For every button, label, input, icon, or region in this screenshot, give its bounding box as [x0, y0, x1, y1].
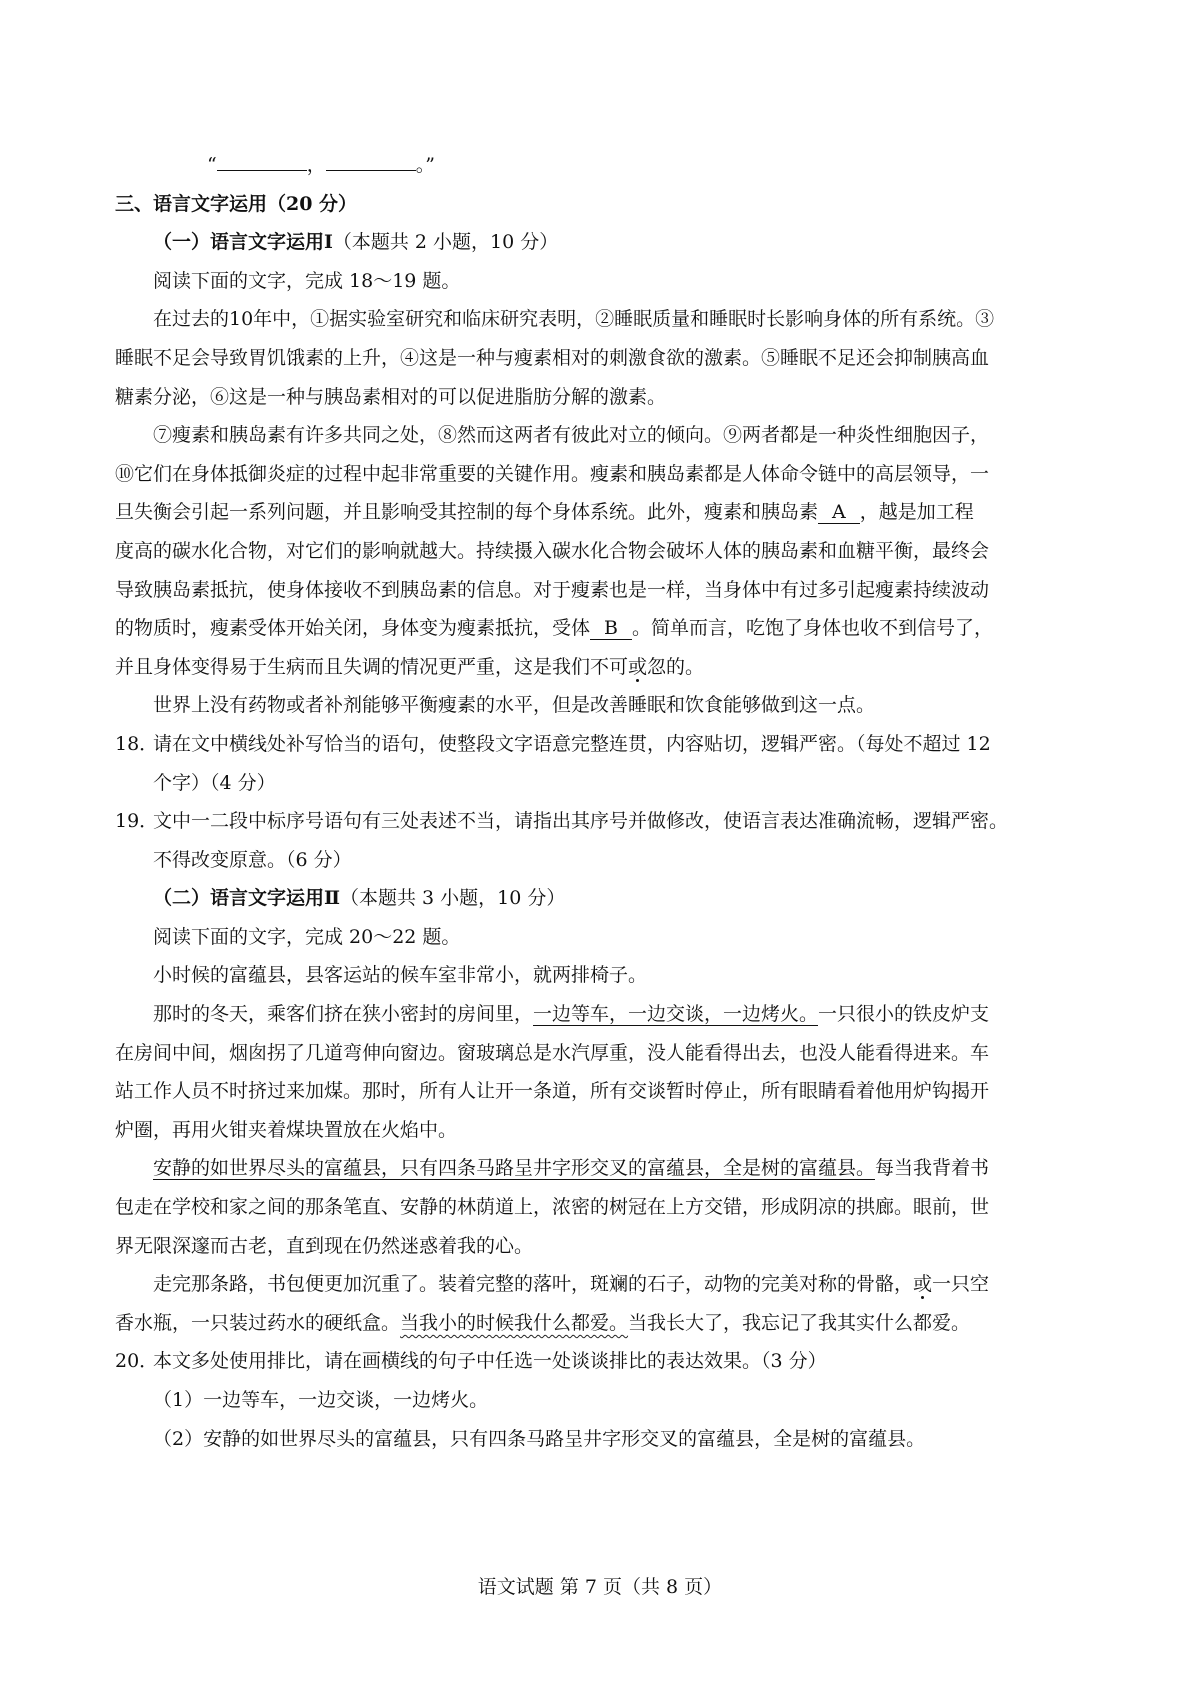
text-span: ，越是加工程 — [859, 501, 974, 524]
passage2-p3-line1 — [115, 1149, 1095, 1188]
passage1-p1-line2: 睡眠不足会导致胃饥饿素的上升，④这是一种与瘦素相对的刺激食欲的激素。⑤睡眠不足还会抑制胰高血 — [115, 346, 990, 369]
answer-blank-2 — [326, 148, 416, 171]
passage1-p2-line4: 度高的碳水化合物，对它们的影响就越大。持续摄入碳水化合物会破坏人体的胰岛素和血糖平衡，最终会 — [115, 539, 990, 562]
section-title: 三、语言文字运用（20 分） — [115, 192, 358, 215]
text-span: 那时的冬天，乘客们挤在狭小密封的房间里， — [153, 1003, 534, 1026]
passage2-p1: 小时候的富蕴县，县客运站的候车室非常小，就两排椅子。 — [153, 964, 648, 987]
part1-instruction: 阅读下面的文字，完成 18～19 题。 — [153, 269, 461, 292]
passage2-p2-line4: 炉圈，再用火钳夹着煤块置放在火焰中。 — [115, 1118, 458, 1141]
text-span: 并且身体变得易于生病而且失调的情况更严重，这是我们不可 — [115, 655, 629, 678]
page-content — [115, 146, 1095, 1458]
underlined-parallelism-2: 安静的如世界尽头的富蕴县，只有四条马路呈井字形交叉的富蕴县，全是树的富蕴县。 — [153, 1157, 876, 1180]
passage1-paragraph3: 世界上没有药物或者补剂能够平衡瘦素的水平，但是改善睡眠和饮食能够做到这一点。 — [153, 694, 876, 717]
passage2-p2-line1 — [115, 995, 1095, 1034]
question-number: 18． — [115, 732, 159, 755]
passage1-p2-line7 — [115, 648, 1095, 687]
page-footer: 语文试题 第 7 页（共 8 页） — [477, 1576, 723, 1598]
close-quote: 。” — [415, 154, 435, 176]
answer-blank-1 — [217, 148, 307, 171]
part2-heading-bold: （二）语言文字运用Ⅱ — [153, 887, 341, 910]
text-span: 每当我背着书 — [875, 1157, 990, 1180]
question-20-option-1: （1）一边等车，一边交谈，一边烤火。 — [153, 1389, 489, 1411]
part1-heading-bold: （一）语言文字运用Ⅰ — [153, 231, 333, 254]
open-quote: “ — [207, 154, 217, 176]
passage1-p2-line2: ⑩它们在身体抵御炎症的过程中起非常重要的关键作用。瘦素和胰岛素都是人体命令链中的高层领导，一 — [115, 462, 990, 485]
part1-heading — [115, 223, 1095, 262]
passage1-p2-line5: 导致胰岛素抵抗，使身体接收不到胰岛素的信息。对于瘦素也是一样，当身体中有过多引起瘦素持续波动 — [115, 578, 990, 601]
text-span: 的物质时，瘦素受体开始关闭，身体变为瘦素抵抗，受体 — [115, 617, 591, 640]
part2-heading — [115, 879, 1095, 918]
passage1-p2-line6 — [115, 609, 1095, 648]
passage1-p1-line3: 糖素分泌，⑥这是一种与胰岛素相对的可以促进脂肪分解的激素。 — [115, 385, 667, 408]
passage2-p3-line3: 界无限深邃而古老，直到现在仍然迷惑着我的心。 — [115, 1234, 534, 1257]
passage1-p2-line3 — [115, 493, 1095, 532]
question-number: 19． — [115, 810, 159, 833]
passage2-p2-line3: 站工作人员不时挤过来加煤。那时，所有人让开一条道，所有交谈暂时停止，所有眼睛看着他用炉钩揭开 — [115, 1080, 990, 1103]
text-span: 走完那条路，书包便更加沉重了。装着完整的落叶，斑斓的石子，动物的完美对称的骨骼， — [153, 1273, 914, 1296]
passage1-p1-line1: 在过去的10年中，①据实验室研究和临床研究表明，②睡眠质量和睡眠时长影响身体的所有系统。③ — [153, 308, 995, 331]
question-18 — [115, 725, 1095, 764]
passage2-p2-line2: 在房间中间，烟囱拐了几道弯伸向窗边。窗玻璃总是水汽厚重，没人能看得出去，也没人能看得进来。车 — [115, 1041, 990, 1064]
wavy-underlined-sentence: 当我小的时候我什么都爱。 — [400, 1311, 629, 1334]
passage2-p4-line2 — [115, 1304, 1095, 1343]
answer-blank-line — [115, 146, 1095, 185]
blank-a: A — [818, 501, 860, 524]
question-text: 请在文中横线处补写恰当的语句，使整段文字语意完整连贯，内容贴切，逻辑严密。（每处不超过 12 — [153, 732, 991, 755]
passage2-p3-line2: 包走在学校和家之间的那条笔直、安静的林荫道上，浓密的树冠在上方交错，形成阴凉的拱廊。眼前，世 — [115, 1196, 990, 1219]
comma: ， — [306, 154, 326, 176]
question-20 — [115, 1342, 1095, 1381]
question-text: 本文多处使用排比，请在画横线的句子中任选一处谈谈排比的表达效果。（3 分） — [153, 1350, 827, 1373]
emphasis-dot-char: 或 — [913, 1273, 933, 1296]
text-span: 当我长大了，我忘记了我其实什么都爱。 — [628, 1311, 971, 1334]
question-19-cont: 不得改变原意。（6 分） — [153, 848, 352, 871]
question-text: 文中一二段中标序号语句有三处表述不当，请指出其序号并做修改，使语言表达准确流畅，逻辑严密。 — [153, 810, 1009, 833]
question-19 — [115, 802, 1095, 841]
underlined-parallelism-1: 一边等车，一边交谈，一边烤火。 — [533, 1003, 819, 1026]
text-span: 忽的。 — [647, 655, 705, 678]
question-20-option-2: （2）安静的如世界尽头的富蕴县，只有四条马路呈井字形交叉的富蕴县，全是树的富蕴县。 — [153, 1427, 926, 1450]
part2-heading-rest: （本题共 3 小题，10 分） — [340, 887, 566, 910]
part2-instruction: 阅读下面的文字，完成 20～22 题。 — [153, 925, 461, 948]
passage2 — [115, 956, 1095, 1342]
text-span: 一只空 — [932, 1273, 990, 1296]
text-span: 一只很小的铁皮炉支 — [818, 1003, 990, 1026]
emphasis-dot-char: 或 — [628, 655, 648, 678]
question-18-cont: 个字）（4 分） — [153, 771, 276, 794]
part1-heading-rest: （本题共 2 小题，10 分） — [332, 231, 559, 254]
passage2-p4-line1 — [115, 1265, 1095, 1304]
passage1-paragraph1 — [115, 300, 1095, 416]
passage1-paragraph2 — [115, 416, 1095, 686]
text-span: 香水瓶，一只装过药水的硬纸盒。 — [115, 1311, 401, 1334]
question-number: 20． — [115, 1350, 159, 1373]
blank-b: B — [590, 617, 632, 640]
text-span: 。简单而言，吃饱了身体也收不到信号了， — [631, 617, 993, 640]
passage1-p2-line1: ⑦瘦素和胰岛素有许多共同之处，⑧然而这两者有彼此对立的倾向。⑨两者都是一种炎性细胞因子， — [153, 424, 990, 447]
text-span: 旦失衡会引起一系列问题，并且影响受其控制的每个身体系统。此外，瘦素和胰岛素 — [115, 501, 819, 524]
